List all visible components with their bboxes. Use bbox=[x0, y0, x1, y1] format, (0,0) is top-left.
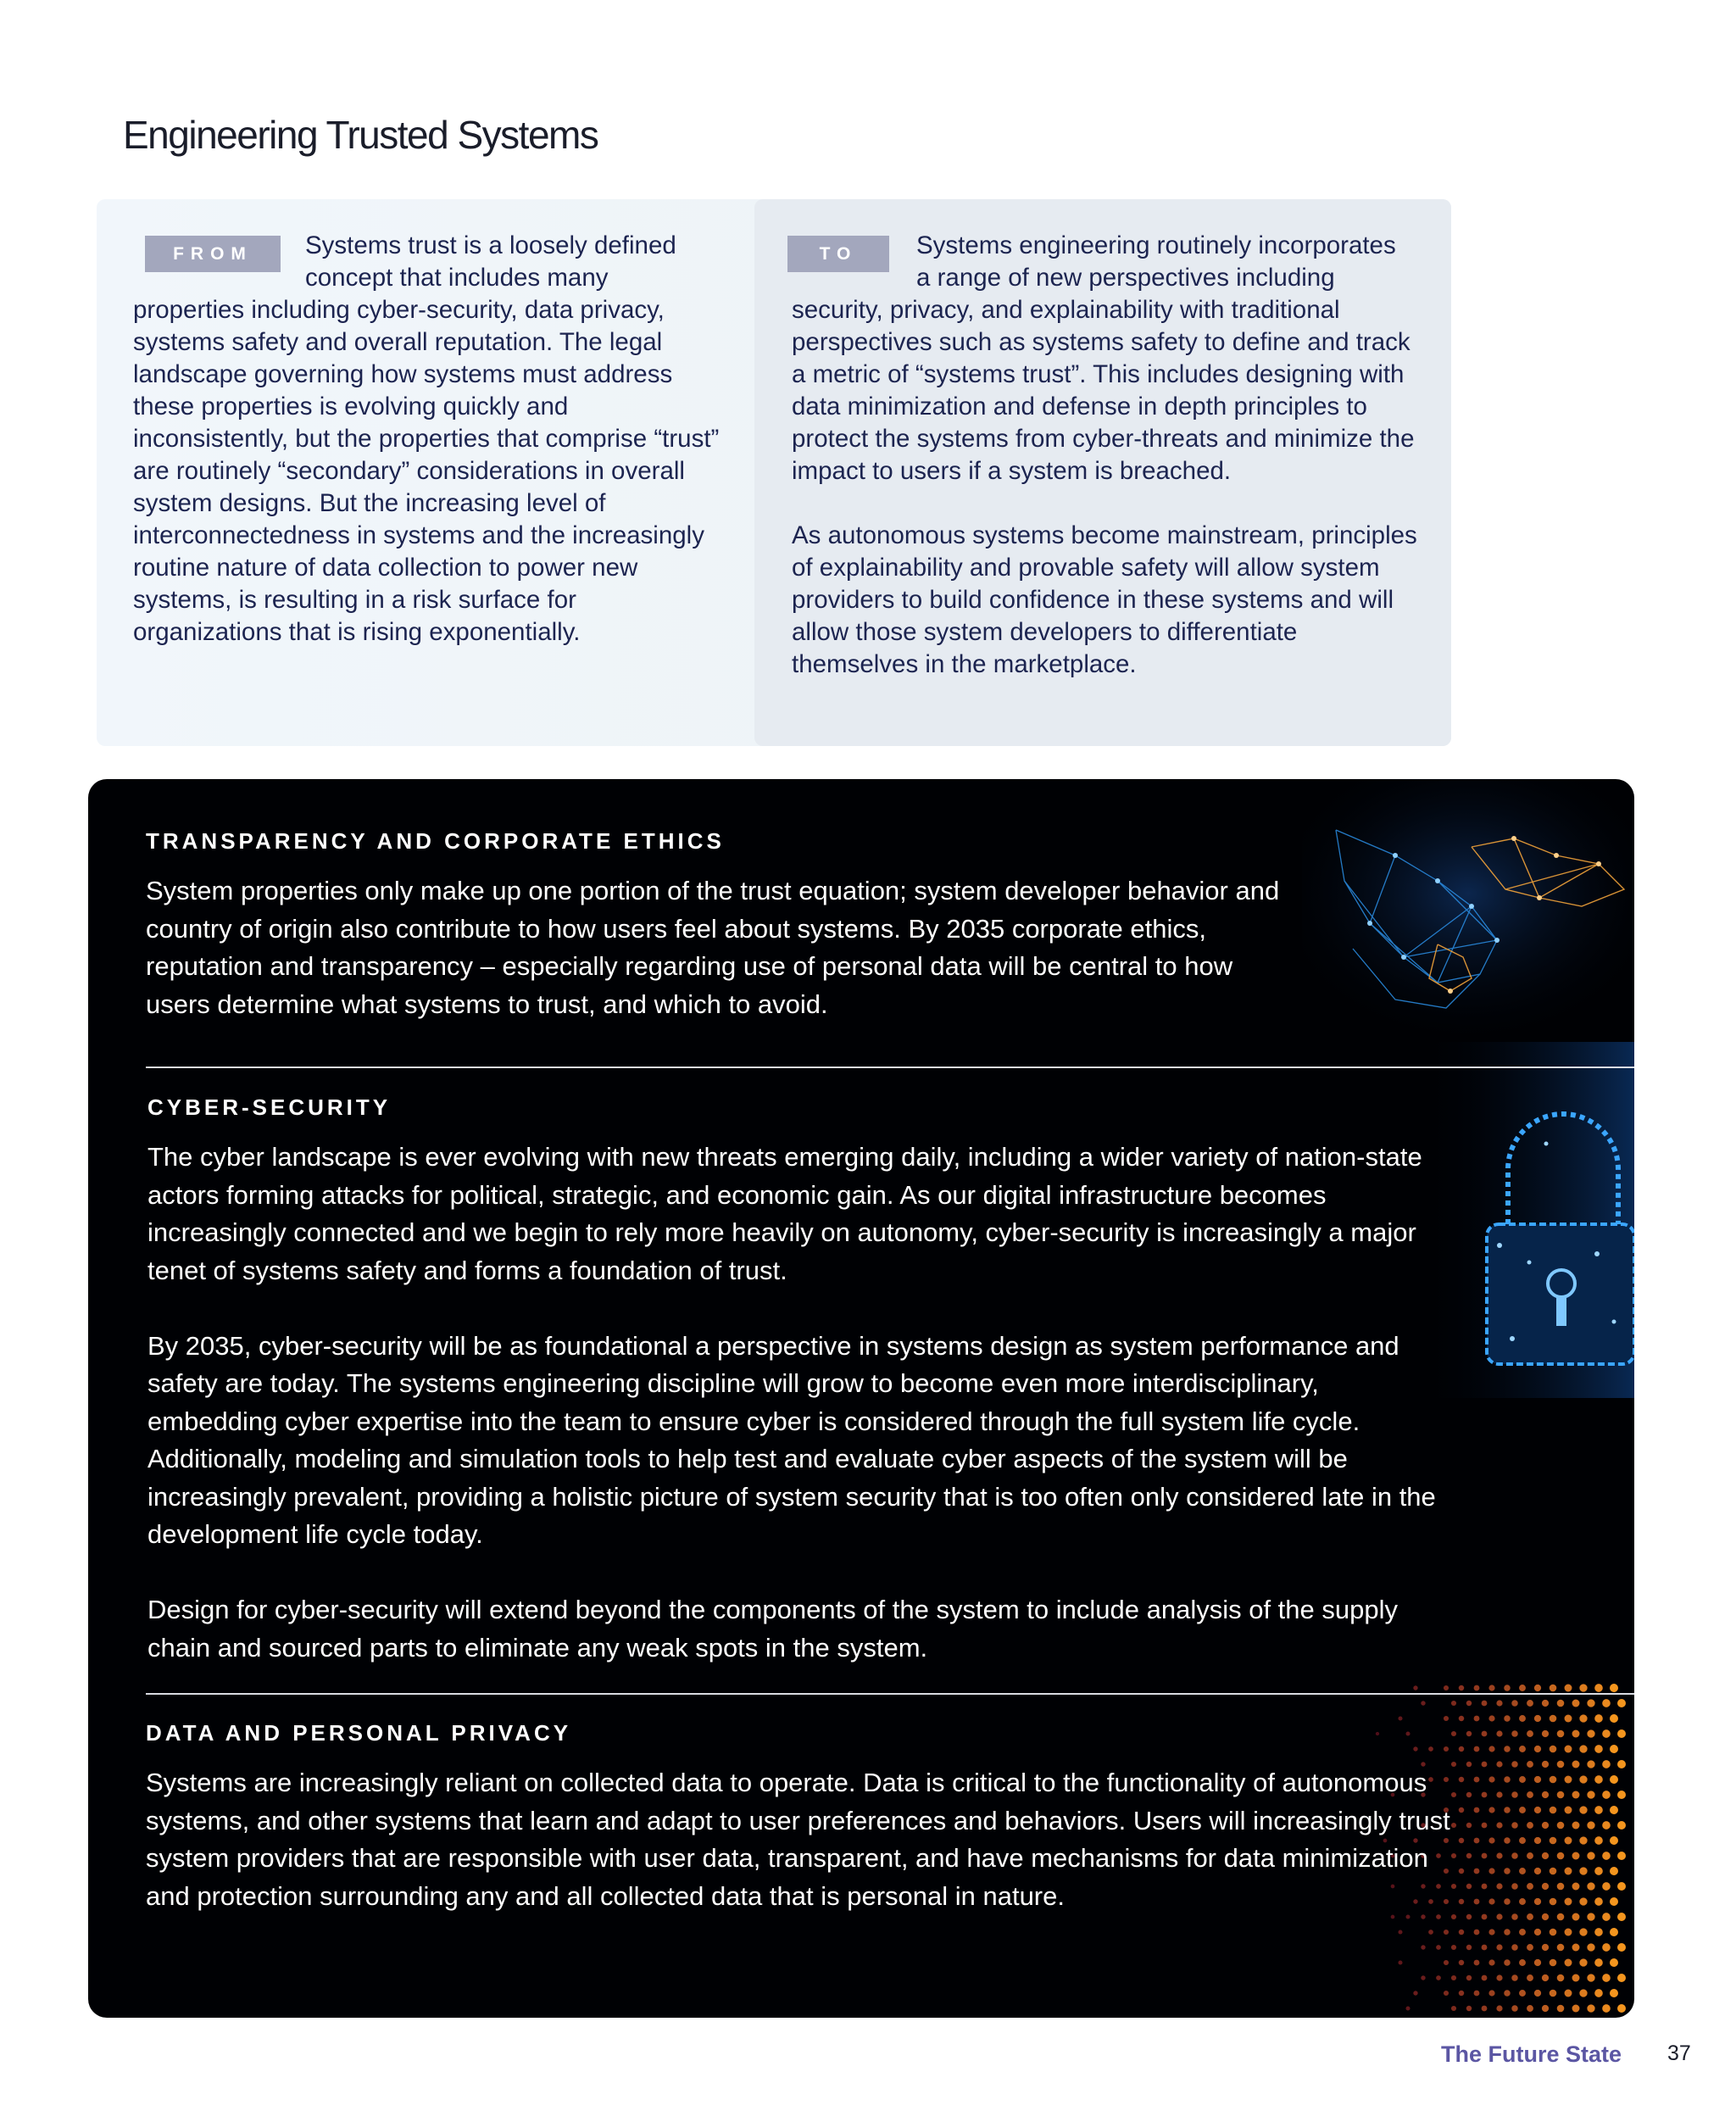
pattern-dot bbox=[1459, 1685, 1464, 1690]
pattern-dot bbox=[1488, 1868, 1494, 1874]
pattern-dot bbox=[1459, 1777, 1464, 1782]
pattern-dot bbox=[1572, 1700, 1580, 1707]
cyber-body bbox=[147, 1139, 1444, 1705]
pattern-dot bbox=[1421, 1975, 1425, 1980]
pattern-dot bbox=[1534, 1837, 1541, 1844]
pattern-dot bbox=[1466, 1975, 1472, 1980]
pattern-dot bbox=[1527, 1974, 1533, 1981]
pattern-dot bbox=[1610, 1989, 1618, 1997]
pattern-dot bbox=[1550, 1868, 1557, 1875]
pattern-dot bbox=[1594, 1867, 1603, 1875]
pattern-dot bbox=[1527, 2005, 1533, 2012]
pattern-dot bbox=[1466, 2006, 1472, 2011]
pattern-dot bbox=[1534, 1959, 1541, 1966]
pattern-dot bbox=[1610, 1775, 1618, 1784]
pattern-dot bbox=[1504, 1990, 1511, 1997]
pattern-dot bbox=[1527, 1852, 1533, 1859]
pattern-dot bbox=[1466, 1731, 1472, 1736]
pattern-dot bbox=[1496, 1974, 1502, 1980]
pattern-dot bbox=[1587, 1760, 1594, 1768]
pattern-dot bbox=[1488, 1715, 1494, 1721]
pattern-dot bbox=[1504, 1776, 1511, 1783]
pattern-dot bbox=[1550, 1685, 1557, 1692]
pattern-dot bbox=[1504, 1868, 1511, 1874]
pattern-dot bbox=[1550, 1746, 1557, 1753]
pattern-dot bbox=[1504, 1746, 1511, 1752]
pattern-dot bbox=[1572, 2005, 1580, 2013]
to-paragraph-2: As autonomous systems become mainstream, principles of explainability and provable safety will allow system providers to build confidence in these systems and will allow those system developers to differentiate themselves in the marketplace. bbox=[792, 521, 1417, 678]
pattern-dot bbox=[1459, 1716, 1464, 1721]
privacy-heading: DATA AND PERSONAL PRIVACY bbox=[146, 1720, 572, 1746]
from-second-line: concept that includes many bbox=[305, 264, 609, 292]
pattern-dot bbox=[1511, 1822, 1518, 1829]
pattern-dot bbox=[1557, 1700, 1565, 1707]
pattern-dot bbox=[1534, 1898, 1541, 1905]
pattern-dot bbox=[1519, 1807, 1526, 1813]
pattern-dot bbox=[1459, 1930, 1464, 1935]
cyber-heading: CYBER-SECURITY bbox=[147, 1094, 392, 1120]
pattern-dot bbox=[1488, 1959, 1494, 1965]
handshake-icon bbox=[1302, 779, 1634, 1033]
pattern-dot bbox=[1482, 1792, 1488, 1798]
pattern-dot bbox=[1542, 1791, 1549, 1798]
pattern-dot bbox=[1617, 1699, 1626, 1707]
pattern-dot bbox=[1527, 1944, 1533, 1951]
pattern-dot bbox=[1534, 1929, 1541, 1935]
pattern-dot bbox=[1594, 1806, 1603, 1814]
pattern-dot bbox=[1482, 1823, 1488, 1829]
pattern-dot bbox=[1579, 1867, 1587, 1874]
pattern-dot bbox=[1466, 1914, 1472, 1919]
pattern-dot bbox=[1488, 1837, 1494, 1843]
pattern-dot bbox=[1594, 1928, 1603, 1936]
pattern-dot bbox=[1542, 1761, 1549, 1768]
pattern-dot bbox=[1594, 1836, 1603, 1845]
pattern-dot bbox=[1602, 1913, 1611, 1921]
pattern-dot bbox=[1474, 1716, 1480, 1722]
pattern-dot bbox=[1550, 1898, 1557, 1906]
pattern-dot bbox=[1610, 1928, 1618, 1936]
pattern-dot bbox=[1579, 1836, 1587, 1844]
pattern-dot bbox=[1579, 1958, 1587, 1966]
pattern-dot bbox=[1610, 1958, 1618, 1967]
pattern-dot bbox=[1482, 2006, 1488, 2012]
cyber-paragraph-1: The cyber landscape is ever evolving with new threats emerging daily, including a wider variety of nation-state actors forming attacks for political, strategic, and economic gain. As our digital infrastructure becomes increasingly connected and we begin to rely more heavily on autonomy, cyber-security is increasingly a major tenet of systems safety and forms a foundation of trust. bbox=[147, 1142, 1422, 1285]
pattern-dot bbox=[1482, 1914, 1488, 1920]
pattern-dot bbox=[1534, 1746, 1541, 1752]
divider-1 bbox=[146, 1067, 1634, 1068]
pattern-dot bbox=[1444, 1960, 1449, 1965]
pattern-dot bbox=[1610, 1897, 1618, 1906]
pattern-dot bbox=[1474, 1777, 1480, 1783]
pattern-dot bbox=[1579, 1714, 1587, 1722]
pattern-dot bbox=[1459, 1746, 1464, 1752]
from-body: properties including cyber-security, data privacy, systems safety and overall reputation. The legal landscape governing how systems must address these properties is evolving quickly and inconsistently, but the properties that comprise “trust” are routinely “secondary” considerations in overall system designs. But the increasing level of interconnectedness in systems and the increasingly routine nature of data collection to power new systems, is resulting in a risk surface for organizations that is rising exponentially. bbox=[133, 296, 720, 646]
pattern-dot bbox=[1565, 1715, 1572, 1723]
pattern-dot bbox=[1488, 1929, 1494, 1935]
transparency-body bbox=[146, 872, 1282, 1061]
pattern-dot bbox=[1504, 1807, 1511, 1813]
pattern-dot bbox=[1534, 1868, 1541, 1874]
pattern-dot bbox=[1579, 1684, 1587, 1691]
pattern-dot bbox=[1474, 1685, 1480, 1691]
pattern-dot bbox=[1587, 1943, 1594, 1951]
pattern-dot bbox=[1550, 1776, 1557, 1784]
pattern-dot bbox=[1572, 1974, 1580, 1982]
pattern-dot bbox=[1579, 1989, 1587, 1997]
pattern-dot bbox=[1466, 1853, 1472, 1858]
pattern-dot bbox=[1602, 1791, 1611, 1799]
pattern-dot bbox=[1550, 1929, 1557, 1936]
pattern-dot bbox=[1488, 1776, 1494, 1782]
pattern-dot bbox=[1504, 1929, 1511, 1935]
pattern-dot bbox=[1496, 1913, 1502, 1919]
from-text bbox=[133, 230, 726, 649]
pattern-dot bbox=[1594, 1714, 1603, 1723]
pattern-dot bbox=[1610, 1806, 1618, 1814]
pattern-dot bbox=[1617, 1760, 1626, 1768]
pattern-dot bbox=[1542, 2005, 1549, 2012]
pattern-dot bbox=[1534, 1807, 1541, 1813]
pattern-dot bbox=[1466, 1884, 1472, 1889]
pattern-dot bbox=[1572, 1944, 1580, 1952]
pattern-dot bbox=[1579, 1775, 1587, 1783]
from-tag: FROM bbox=[145, 236, 281, 272]
pattern-dot bbox=[1482, 1853, 1488, 1859]
to-first-line: Systems engineering routinely incorporates bbox=[916, 231, 1396, 259]
pattern-dot bbox=[1519, 1776, 1526, 1783]
pattern-dot bbox=[1557, 1730, 1565, 1738]
pattern-dot bbox=[1527, 1791, 1533, 1798]
pattern-dot bbox=[1519, 1837, 1526, 1844]
pattern-dot bbox=[1610, 1867, 1618, 1875]
pattern-dot bbox=[1587, 1852, 1594, 1859]
pattern-dot bbox=[1511, 1974, 1518, 1981]
pattern-dot bbox=[1542, 1883, 1549, 1890]
pattern-dot bbox=[1519, 1685, 1526, 1691]
pattern-dot bbox=[1572, 1883, 1580, 1891]
cyber-paragraph-2: By 2035, cyber-security will be as foundational a perspective in systems design as system performance and safety are today. The systems engineering discipline will grow to become even more interdisciplinary, embedding cyber expertise into the team to ensure cyber is considered through the full system life cycle. Additionally, modeling and simulation tools to help test and evaluate cyber aspects of the system will be increasingly prevalent, providing a holistic picture of system security that is too often only considered late in the development life cycle today. bbox=[147, 1330, 1436, 1549]
pattern-dot bbox=[1587, 1699, 1594, 1707]
pattern-dot bbox=[1550, 1959, 1557, 1967]
pattern-dot bbox=[1610, 1684, 1618, 1692]
pattern-dot bbox=[1488, 1685, 1494, 1690]
pattern-dot bbox=[1534, 1715, 1541, 1722]
from-first-line: Systems trust is a loosely defined bbox=[305, 231, 676, 259]
pattern-dot bbox=[1579, 1806, 1587, 1813]
pattern-dot bbox=[1587, 1882, 1594, 1890]
pattern-dot bbox=[1451, 1853, 1456, 1858]
pattern-dot bbox=[1594, 1958, 1603, 1967]
pattern-dot bbox=[1504, 1898, 1511, 1905]
pattern-dot bbox=[1466, 1701, 1472, 1706]
pattern-dot bbox=[1504, 1959, 1511, 1966]
pattern-dot bbox=[1602, 1760, 1611, 1768]
pattern-dot bbox=[1511, 1791, 1518, 1798]
pattern-dot bbox=[1602, 1699, 1611, 1707]
pattern-dot bbox=[1572, 1730, 1580, 1738]
pattern-dot bbox=[1542, 1852, 1549, 1859]
pattern-dot bbox=[1617, 1943, 1626, 1952]
pattern-dot bbox=[1565, 1990, 1572, 1997]
pattern-dot bbox=[1474, 1960, 1480, 1966]
pattern-dot bbox=[1474, 1746, 1480, 1752]
pattern-dot bbox=[1617, 2004, 1626, 2013]
pattern-dot bbox=[1413, 1746, 1417, 1751]
pattern-dot bbox=[1617, 1974, 1626, 1982]
pattern-dot bbox=[1527, 1700, 1533, 1707]
pattern-dot bbox=[1617, 1729, 1626, 1738]
divider-2 bbox=[146, 1693, 1634, 1695]
pattern-dot bbox=[1488, 1898, 1494, 1904]
pattern-dot bbox=[1579, 1745, 1587, 1752]
pattern-dot bbox=[1428, 1746, 1433, 1752]
pattern-dot bbox=[1451, 1975, 1456, 1980]
pattern-dot bbox=[1534, 1776, 1541, 1783]
pattern-dot bbox=[1617, 1821, 1626, 1830]
pattern-dot bbox=[1587, 1974, 1594, 1981]
pattern-dot bbox=[1519, 1715, 1526, 1722]
pattern-dot bbox=[1594, 1775, 1603, 1784]
pattern-dot bbox=[1488, 1807, 1494, 1813]
pattern-dot bbox=[1594, 1989, 1603, 1997]
pattern-dot bbox=[1496, 1730, 1502, 1736]
pattern-dot bbox=[1565, 1959, 1572, 1967]
pattern-dot bbox=[1451, 1792, 1456, 1797]
cyber-paragraph-3: Design for cyber-security will extend beyond the components of the system to include analysis of the supply chain and sourced parts to eliminate any weak spots in the system. bbox=[147, 1595, 1398, 1663]
pattern-dot bbox=[1565, 1868, 1572, 1875]
pattern-dot bbox=[1496, 1822, 1502, 1828]
pattern-dot bbox=[1610, 1836, 1618, 1845]
pattern-dot bbox=[1496, 1791, 1502, 1797]
to-second-line: a range of new perspectives including bbox=[916, 264, 1335, 292]
pattern-dot bbox=[1459, 1869, 1464, 1874]
pattern-dot bbox=[1519, 1746, 1526, 1752]
pattern-dot bbox=[1519, 1898, 1526, 1905]
pattern-dot bbox=[1466, 1945, 1472, 1950]
pattern-dot bbox=[1474, 1869, 1480, 1874]
pattern-dot bbox=[1610, 1714, 1618, 1723]
pattern-dot bbox=[1405, 2006, 1410, 2010]
pattern-dot bbox=[1474, 1991, 1480, 1997]
pattern-dot bbox=[1496, 1852, 1502, 1858]
pattern-dot bbox=[1511, 1761, 1518, 1768]
pattern-dot bbox=[1511, 1883, 1518, 1890]
pattern-dot bbox=[1451, 1945, 1456, 1950]
pattern-dot bbox=[1579, 1897, 1587, 1905]
pattern-dot bbox=[1542, 1913, 1549, 1920]
pattern-dot bbox=[1602, 1974, 1611, 1982]
pattern-dot bbox=[1496, 1700, 1502, 1706]
pattern-dot bbox=[1542, 1730, 1549, 1737]
privacy-body bbox=[146, 1764, 1451, 1953]
pattern-dot bbox=[1527, 1822, 1533, 1829]
pattern-dot bbox=[1550, 1715, 1557, 1723]
pattern-dot bbox=[1474, 1899, 1480, 1905]
pattern-dot bbox=[1579, 1928, 1587, 1935]
pattern-dot bbox=[1504, 1837, 1511, 1844]
pattern-dot bbox=[1587, 1821, 1594, 1829]
pattern-dot bbox=[1451, 2006, 1456, 2011]
pattern-dot bbox=[1405, 1731, 1410, 1735]
pattern-dot bbox=[1527, 1730, 1533, 1737]
pattern-dot bbox=[1557, 1883, 1565, 1891]
dark-panel bbox=[88, 779, 1634, 2018]
pattern-dot bbox=[1602, 2004, 1611, 2013]
pattern-dot bbox=[1398, 1960, 1402, 1964]
pattern-dot bbox=[1459, 1991, 1464, 1996]
pattern-dot bbox=[1550, 1990, 1557, 1997]
pattern-dot bbox=[1542, 1700, 1549, 1707]
pattern-dot bbox=[1519, 1929, 1526, 1935]
pattern-dot bbox=[1534, 1990, 1541, 1997]
pattern-dot bbox=[1519, 1868, 1526, 1874]
pattern-dot bbox=[1572, 1761, 1580, 1768]
pattern-dot bbox=[1474, 1838, 1480, 1844]
transparency-heading: TRANSPARENCY AND CORPORATE ETHICS bbox=[146, 828, 725, 854]
pattern-dot bbox=[1482, 1701, 1488, 1707]
pattern-dot bbox=[1398, 1716, 1402, 1720]
pattern-dot bbox=[1542, 1822, 1549, 1829]
pattern-dot bbox=[1594, 1745, 1603, 1753]
pattern-dot bbox=[1474, 1930, 1480, 1935]
pattern-dot bbox=[1413, 1991, 1417, 1995]
pattern-dot bbox=[1496, 2005, 1502, 2011]
to-body: security, privacy, and explainability with traditional perspectives such as systems safety to define and track a metric of “systems trust”. This includes designing with data minimization and defense in depth principles to protect the systems from cyber-threats and minimize the impact to users if a system is breached. bbox=[792, 296, 1415, 485]
pattern-dot bbox=[1565, 1837, 1572, 1845]
pattern-dot bbox=[1511, 2005, 1518, 2012]
pattern-dot bbox=[1602, 1943, 1611, 1952]
pattern-dot bbox=[1451, 1701, 1456, 1706]
pattern-dot bbox=[1511, 1913, 1518, 1920]
pattern-dot bbox=[1557, 1974, 1565, 1982]
pattern-dot bbox=[1376, 1732, 1379, 1735]
pattern-dot bbox=[1519, 1959, 1526, 1966]
pattern-dot bbox=[1565, 1929, 1572, 1936]
pattern-dot bbox=[1504, 1715, 1511, 1722]
pattern-dot bbox=[1496, 1883, 1502, 1889]
pattern-dot bbox=[1550, 1837, 1557, 1845]
pattern-dot bbox=[1542, 1944, 1549, 1951]
pattern-dot bbox=[1617, 1882, 1626, 1891]
pattern-dot bbox=[1451, 1762, 1456, 1767]
pattern-dot bbox=[1557, 1913, 1565, 1921]
pattern-dot bbox=[1617, 1913, 1626, 1921]
pattern-dot bbox=[1572, 1822, 1580, 1830]
pattern-dot bbox=[1602, 1821, 1611, 1830]
pattern-dot bbox=[1565, 1898, 1572, 1906]
pattern-dot bbox=[1488, 1990, 1494, 1996]
privacy-paragraph: Systems are increasingly reliant on collected data to operate. Data is critical to the functionality of autonomous systems, and other systems that learn and adapt to user preferences and behaviors. Users will increasingly trust system providers that are responsible with user data, transparent, and have mechanisms for data minimization and protection surrounding any and all collected data that is personal in nature. bbox=[146, 1768, 1450, 1911]
pattern-dot bbox=[1444, 1716, 1449, 1721]
pattern-dot bbox=[1451, 1914, 1456, 1919]
footer-label: The Future State bbox=[1441, 2041, 1622, 2067]
pattern-dot bbox=[1459, 1807, 1464, 1813]
transparency-paragraph: System properties only make up one portion of the trust equation; system developer behavior and country of origin also contribute to how users feel about systems. By 2035 corporate ethics, reputation and transparency – especially regarding use of personal data will be central to how users determine what systems to trust, and which to avoid. bbox=[146, 876, 1280, 1019]
pattern-dot bbox=[1534, 1685, 1541, 1691]
pattern-dot bbox=[1572, 1791, 1580, 1799]
pattern-dot bbox=[1557, 1944, 1565, 1952]
pattern-dot bbox=[1482, 1975, 1488, 1981]
pattern-dot bbox=[1474, 1807, 1480, 1813]
pattern-dot bbox=[1594, 1897, 1603, 1906]
pattern-dot bbox=[1496, 1761, 1502, 1767]
pattern-dot bbox=[1511, 1944, 1518, 1951]
pattern-dot bbox=[1610, 1745, 1618, 1753]
pattern-dot bbox=[1527, 1913, 1533, 1920]
pattern-dot bbox=[1565, 1746, 1572, 1753]
pattern-dot bbox=[1557, 1761, 1565, 1768]
pattern-dot bbox=[1572, 1852, 1580, 1860]
pattern-dot bbox=[1459, 1899, 1464, 1904]
pattern-dot bbox=[1594, 1684, 1603, 1692]
pattern-dot bbox=[1511, 1852, 1518, 1859]
pattern-dot bbox=[1587, 2004, 1594, 2012]
pattern-dot bbox=[1482, 1762, 1488, 1768]
pattern-dot bbox=[1459, 1960, 1464, 1965]
pattern-dot bbox=[1511, 1730, 1518, 1737]
to-tag: TO bbox=[787, 236, 889, 272]
pattern-dot bbox=[1557, 1791, 1565, 1799]
pattern-dot bbox=[1488, 1746, 1494, 1752]
pattern-dot bbox=[1602, 1729, 1611, 1738]
pattern-dot bbox=[1519, 1990, 1526, 1997]
pattern-dot bbox=[1587, 1729, 1594, 1737]
pattern-dot bbox=[1587, 1791, 1594, 1798]
pattern-dot bbox=[1504, 1685, 1511, 1691]
pattern-dot bbox=[1617, 1852, 1626, 1860]
pattern-dot bbox=[1444, 1746, 1449, 1752]
pattern-dot bbox=[1482, 1731, 1488, 1737]
pattern-dot bbox=[1565, 1685, 1572, 1692]
pattern-dot bbox=[1482, 1945, 1488, 1951]
pattern-dot bbox=[1602, 1852, 1611, 1860]
pattern-dot bbox=[1557, 1822, 1565, 1830]
pattern-dot bbox=[1565, 1807, 1572, 1814]
pattern-dot bbox=[1550, 1807, 1557, 1814]
to-text bbox=[792, 230, 1427, 713]
pattern-dot bbox=[1542, 1974, 1549, 1981]
pattern-dot bbox=[1602, 1882, 1611, 1891]
pattern-dot bbox=[1436, 1975, 1441, 1980]
pattern-dot bbox=[1557, 1852, 1565, 1860]
pattern-dot bbox=[1572, 1913, 1580, 1921]
pattern-dot bbox=[1587, 1913, 1594, 1920]
pattern-dot bbox=[1511, 1700, 1518, 1707]
pattern-dot bbox=[1451, 1884, 1456, 1889]
pattern-dot bbox=[1496, 1944, 1502, 1950]
page-number: 37 bbox=[1667, 2041, 1691, 2065]
padlock-icon bbox=[1419, 1042, 1634, 1398]
pattern-dot bbox=[1444, 1991, 1449, 1996]
page-title: Engineering Trusted Systems bbox=[123, 113, 598, 157]
pattern-dot bbox=[1527, 1883, 1533, 1890]
pattern-dot bbox=[1466, 1792, 1472, 1797]
pattern-dot bbox=[1451, 1823, 1456, 1828]
pattern-dot bbox=[1482, 1884, 1488, 1890]
pattern-dot bbox=[1557, 2005, 1565, 2013]
pattern-dot bbox=[1459, 1838, 1464, 1843]
pattern-dot bbox=[1617, 1791, 1626, 1799]
pattern-dot bbox=[1527, 1761, 1533, 1768]
pattern-dot bbox=[1451, 1731, 1456, 1736]
pattern-dot bbox=[1466, 1823, 1472, 1828]
pattern-dot bbox=[1466, 1762, 1472, 1767]
pattern-dot bbox=[1565, 1776, 1572, 1784]
